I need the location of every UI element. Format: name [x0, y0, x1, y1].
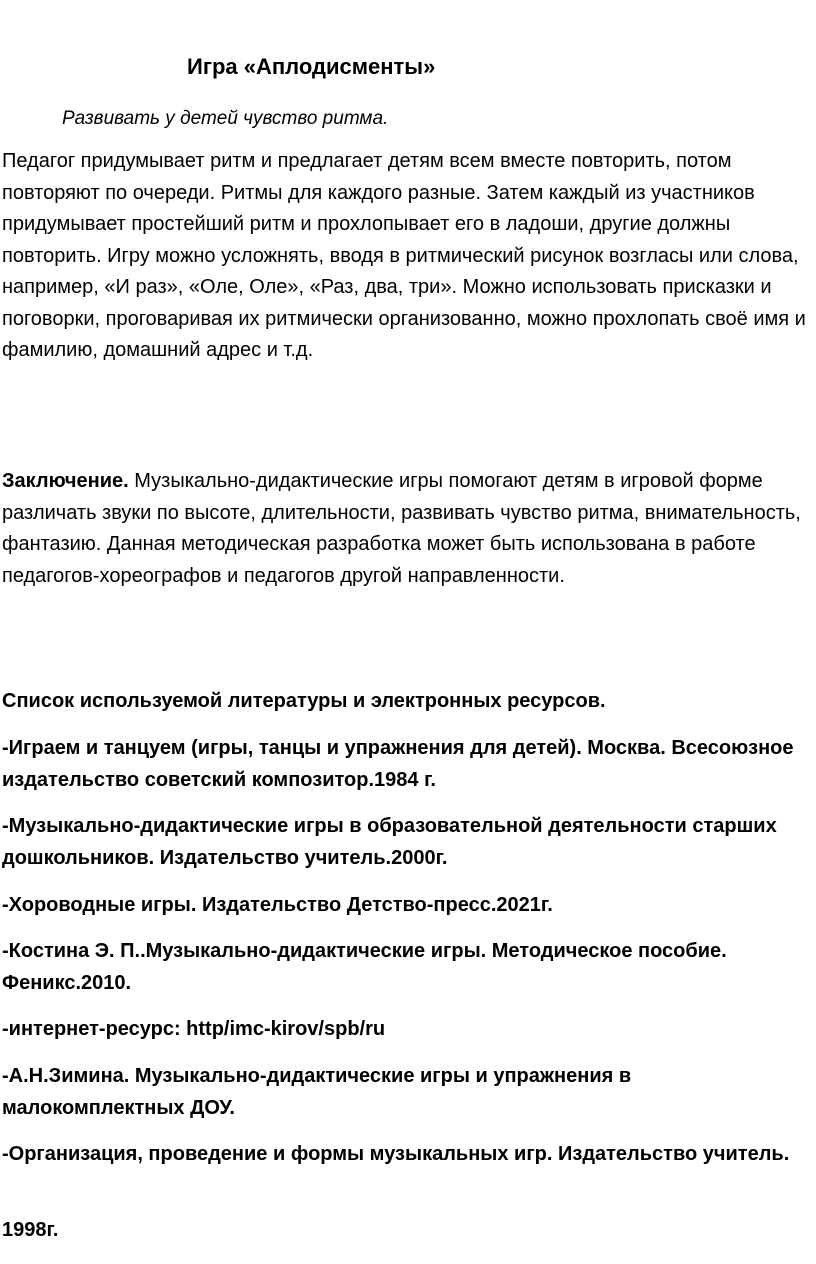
game-title: Игра «Аплодисменты» — [187, 54, 436, 79]
game-goal: Развивать у детей чувство ритма. — [62, 108, 389, 129]
conclusion-text: Музыкально-дидактические игры помогают детям в игровой форме различать звуки по высоте, длительности, развивать чувство ритма, внимательность, фантазию. Данная методическая разработка может быть использована в работе педагогов-хореографов и педагогов другой направленности. — [2, 470, 801, 587]
reference-item: -Костина Э. П..Музыкально-дидактические игры. Методическое пособие. Феникс.2010. — [2, 940, 727, 994]
conclusion-paragraph — [2, 466, 812, 592]
reference-item: -Хороводные игры. Издательство Детство-пресс.2021г. — [2, 894, 553, 916]
game-description: Педагог придумывает ритм и предлагает детям всем вместе повторить, потом повторяют по очереди. Ритмы для каждого разные. Затем каждый из участников придумывает простейший ритм и прохлопывает его в ладоши, другие должны повторить. Игру можно усложнять, вводя в ритмический рисунок возгласы или слова, например, «И раз», «Оле, Оле», «Раз, два, три». Можно использовать присказки и поговорки, проговаривая их ритмически организованно, можно прохлопать своё имя и фамилию, домашний адрес и т.д. — [2, 150, 806, 361]
reference-item: -Играем и танцуем (игры, танцы и упражнения для детей). Москва. Всесоюзное издательство советский композитор.1984 г. — [2, 737, 794, 791]
conclusion-label: Заключение. — [2, 470, 129, 492]
reference-item: -Музыкально-дидактические игры в образовательной деятельности старших дошкольников. Издательство учитель.2000г. — [2, 815, 777, 869]
references-heading: Список используемой литературы и электронных ресурсов. — [2, 690, 606, 712]
reference-item: 1998г. — [2, 1219, 59, 1241]
reference-item: -интернет-ресурс: http/imc-kirov/spb/ru — [2, 1018, 386, 1040]
reference-item: -Организация, проведение и формы музыкальных игр. Издательство учитель. — [2, 1143, 790, 1165]
reference-item: -А.Н.Зимина. Музыкально-дидактические игры и упражнения в малокомплектных ДОУ. — [2, 1065, 632, 1119]
